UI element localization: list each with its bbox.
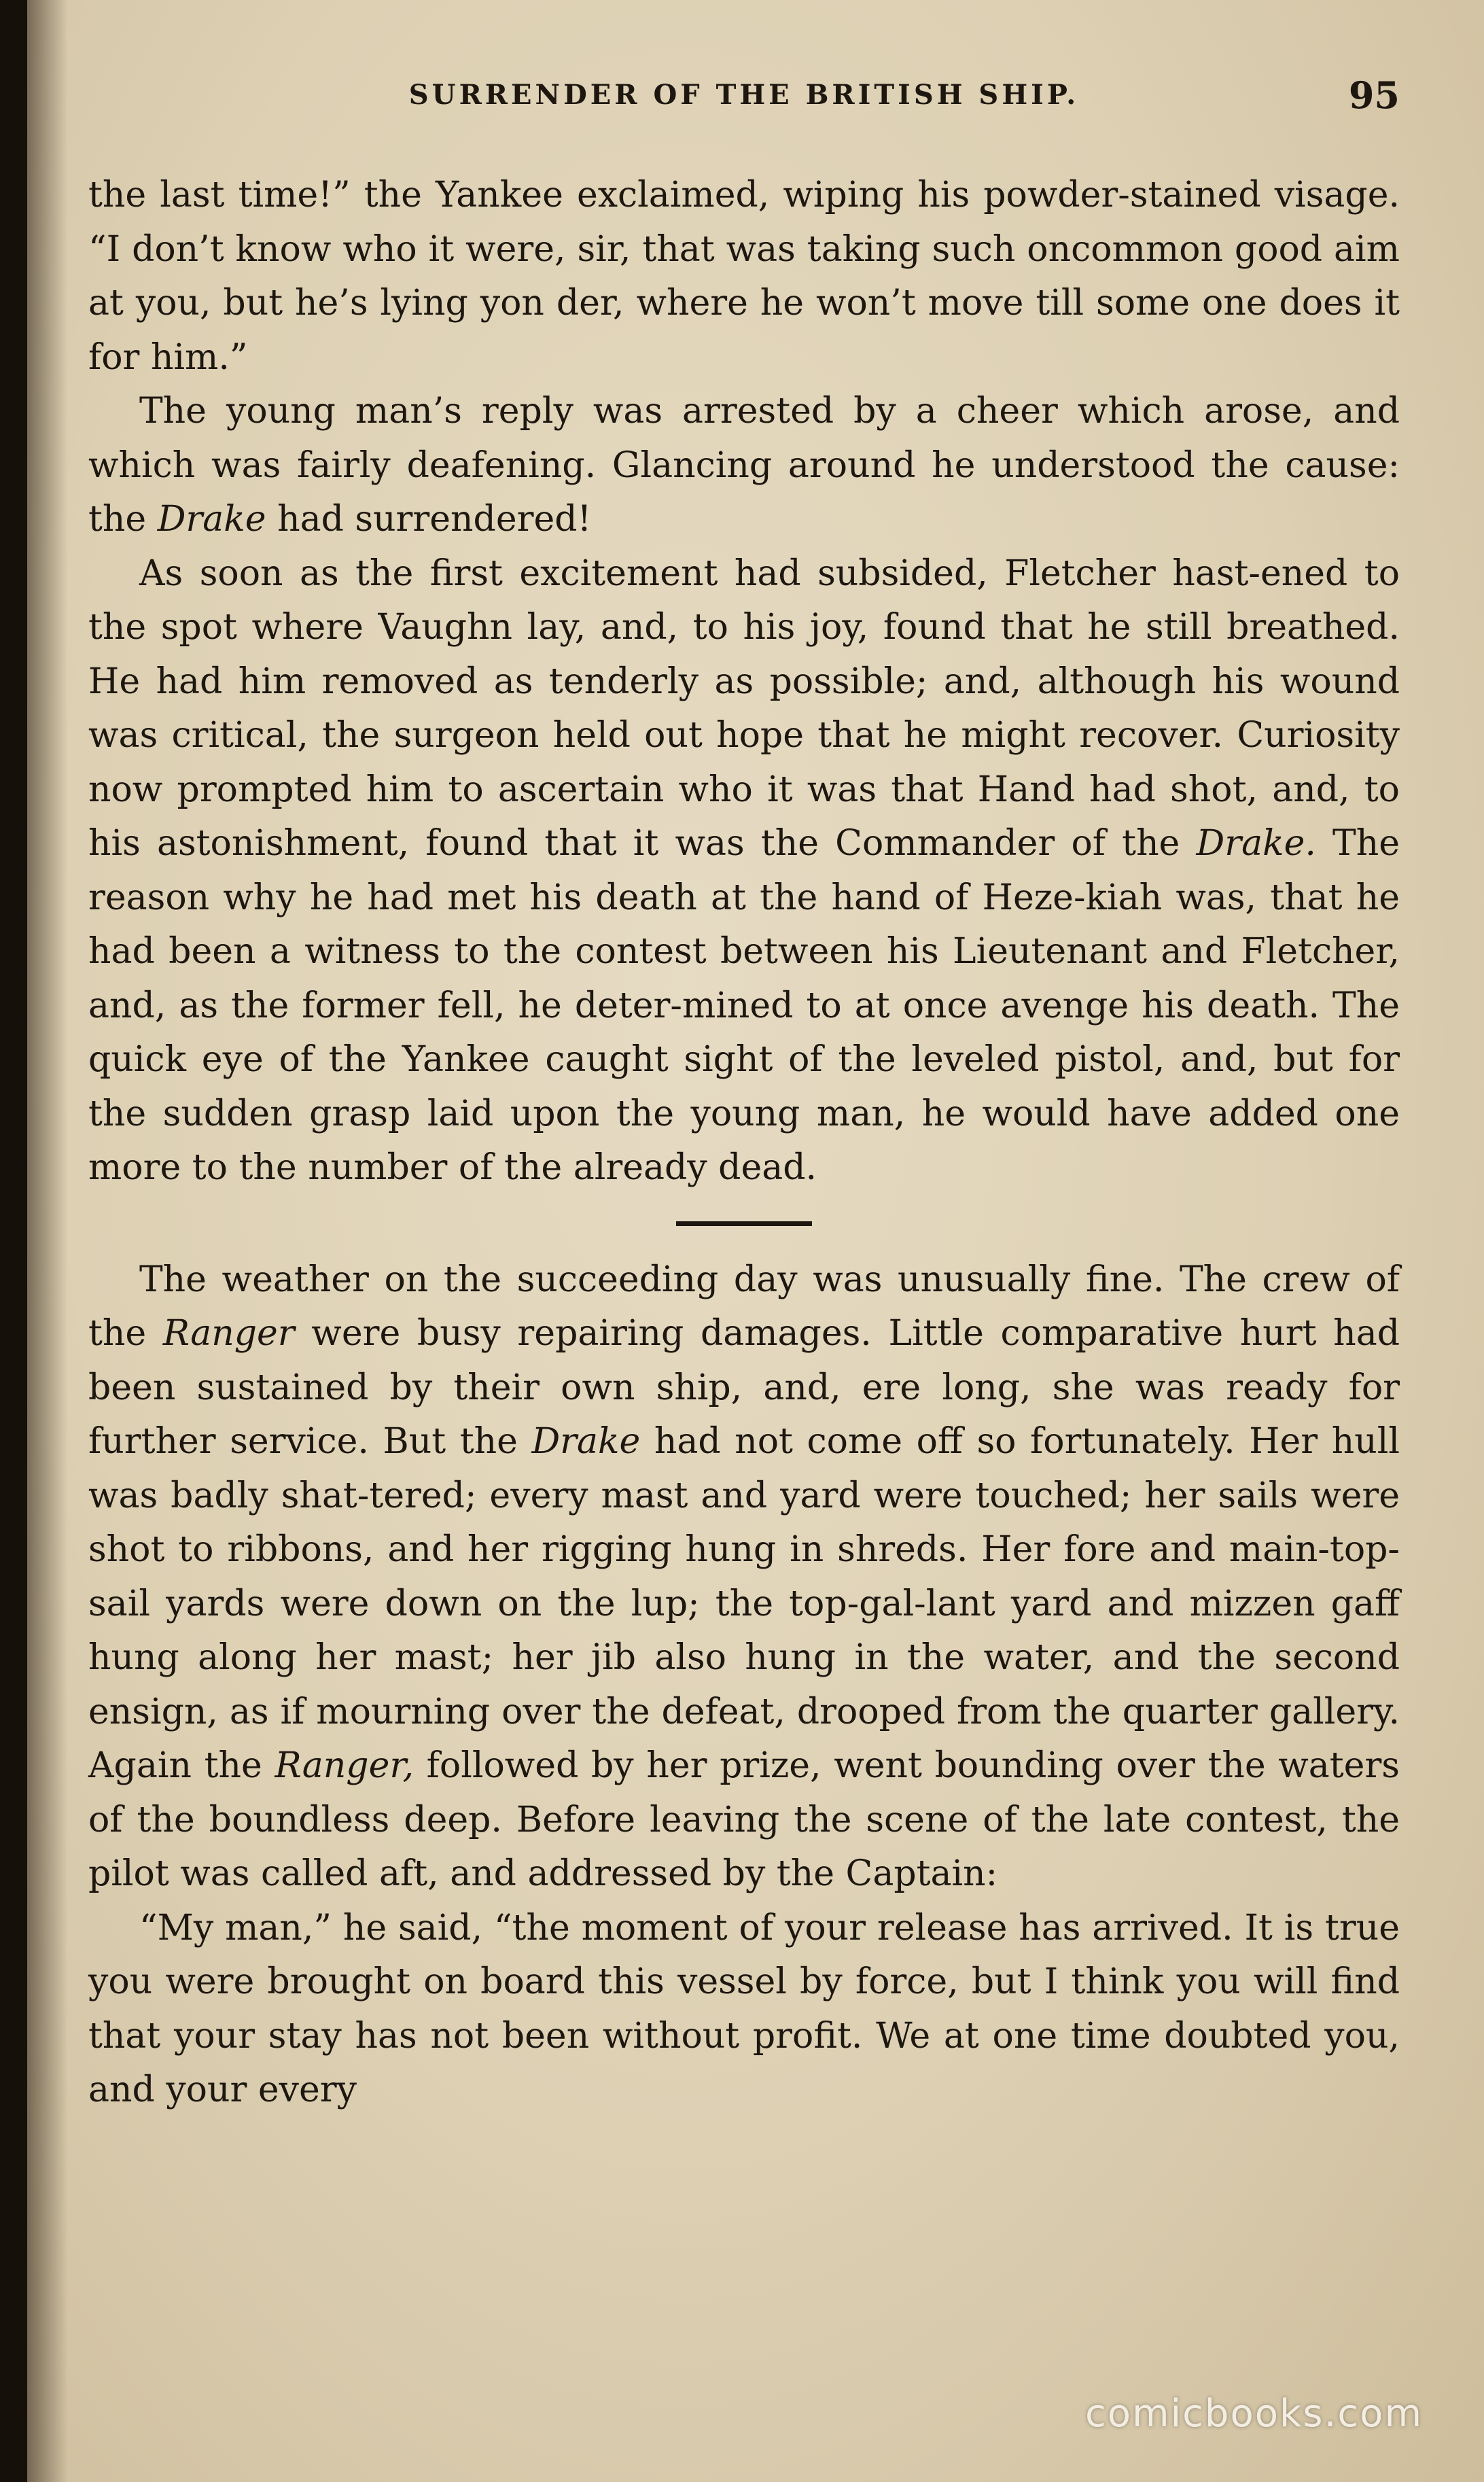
body-text [88,169,1400,2118]
text-run: The reason why he had met his death at the hand of Heze-kiah was, that he had been a witness to the contest between his Lieutenant and Fletcher, and, as the former fell, he deter-mined to at once avenge his death. The quick eye of the Yankee caught sight of the leveled pistol, and, but for the sudden grasp laid upon the young man, he would have added one more to the number of the already dead. [88,823,1400,1188]
paragraph-4 [88,1253,1400,1902]
text-run: followed by her prize, went bounding over the waters of the boundless deep. Before leaving the scene of the late contest, the pilot was called aft, and addressed by the Captain: [88,1745,1400,1894]
paragraph-3 [88,547,1400,1195]
page-header [88,73,1400,128]
ship-name: Drake [531,1421,641,1462]
paragraph-5 [88,1902,1400,2118]
text-run: were busy repairing damages. Little comparative hurt had been sustained by their own ship, and, ere long, she was ready for further service. But the [88,1313,1400,1462]
ship-name: Drake. [1196,823,1316,864]
paragraph-1 [88,169,1400,385]
page-number: 95 [1348,73,1400,117]
text-run: the last time!” the Yankee exclaimed, wiping his powder-stained visage. “I don’t know who it were, sir, that was taking such oncommon good aim at you, but he’s lying yon der, where he won’t move till some one does it for him.” [88,175,1400,378]
ship-name: Ranger [162,1313,295,1354]
text-run: The young man’s reply was arrested by a cheer which arose, and which was fairly deafening. Glancing around he understood the cause: the [88,391,1400,540]
spine-shadow [27,0,68,2482]
book-page [27,0,1484,2482]
text-run: had surrendered! [266,499,592,540]
text-run: The weather on the succeeding day was unusually fine. The crew of the [88,1259,1400,1354]
running-head: SURRENDER OF THE BRITISH SHIP. [408,79,1080,111]
ship-name: Ranger, [275,1745,414,1786]
text-run: had not come off so fortunately. Her hull was badly shat-tered; every mast and yard were touched; her sails were shot to ribbons, and her rigging hung in shreds. Her fore and main-top-sail yards were down on the lup; the top-gal-lant yard and mizzen gaff hung along her mast; her jib also hung in the water, and the second ensign, as if mourning over the defeat, drooped from the quarter gallery. Again the [88,1421,1400,1786]
text-run: As soon as the first excitement had subsided, Fletcher hast-ened to the spot where Vaughn lay, and, to his joy, found that he still breathed. He had him removed as tenderly as possible; and, although his wound was critical, the surgeon held out hope that he might recover. Curiosity now prompted him to ascertain who it was that Hand had shot, and, to his astonishment, found that it was the Commander of the [88,553,1400,864]
paragraph-2 [88,385,1400,547]
text-run: “My man,” he said, “the moment of your release has arrived. It is true you were brought on board this vessel by force, but I think you will find that your stay has not been without profit. We at one time doubted you, and your every [88,1907,1400,2110]
watermark-text: comicbooks.com [1084,2392,1423,2436]
ship-name: Drake [157,499,266,540]
section-divider [676,1221,812,1226]
